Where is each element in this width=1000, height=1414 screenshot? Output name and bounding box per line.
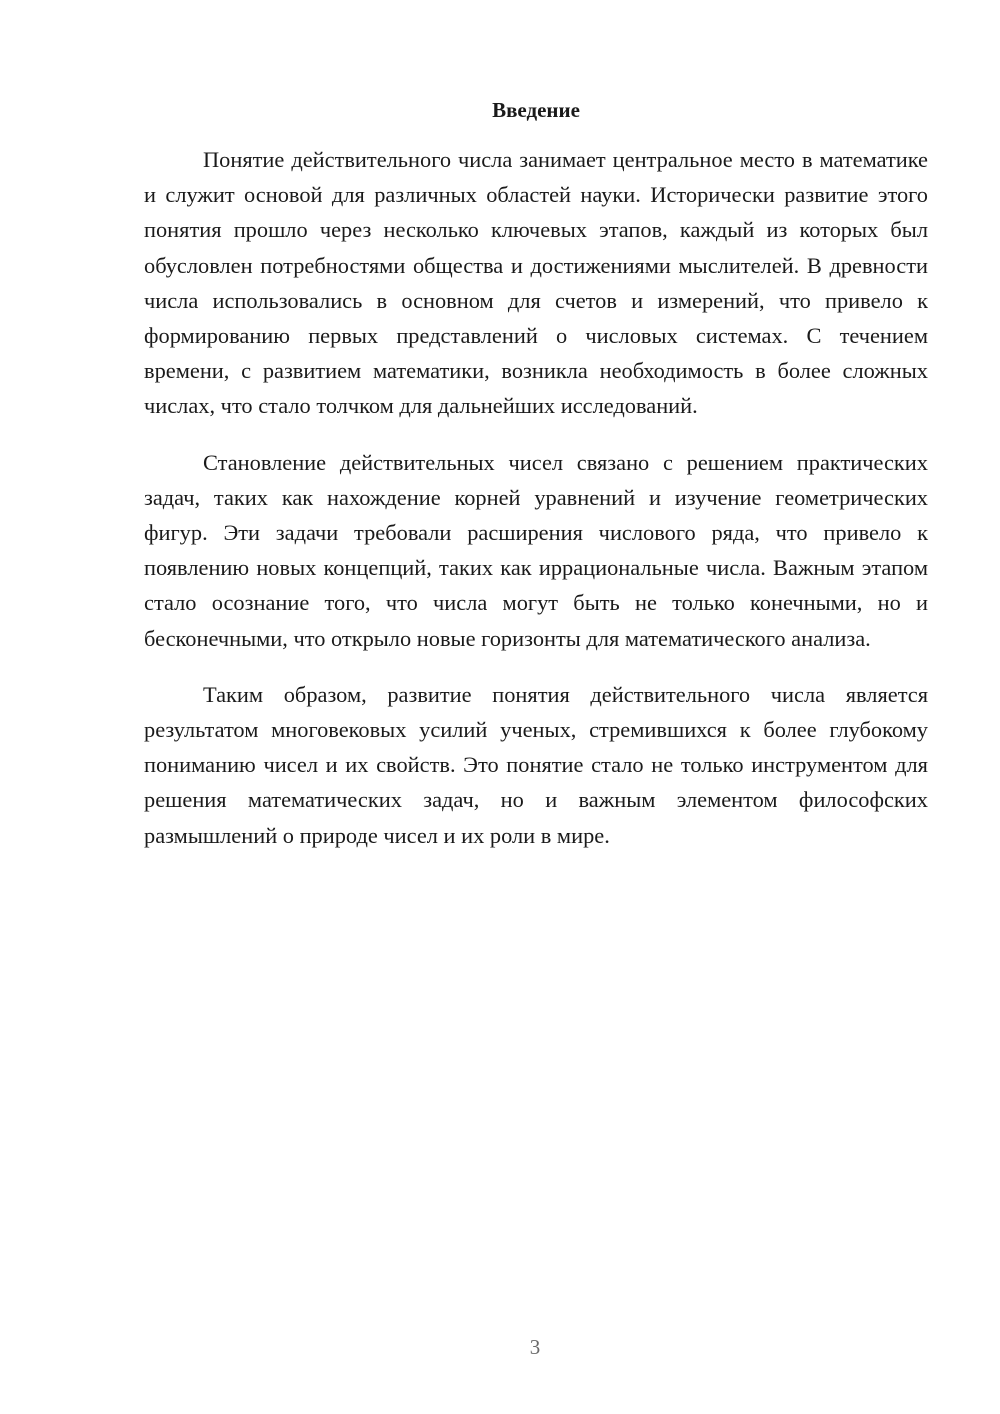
paragraph-2: Становление действительных чисел связано с решением практических задач, таких как нахождение корней уравнений и изучение геометрических фигур. Эти задачи требовали расширения числового ряда, что привело к появлению новых концепций, таких как иррациональные числа. Важным этапом стало осознание того, что числа могут быть не только конечными, но и бесконечными, что открыло новые горизонты для математического анализа. [144,449,928,651]
section-title: Введение [492,98,580,122]
paragraph-1: Понятие действительного числа занимает центральное место в математике и служит основой для различных областей науки. Исторически развитие этого понятия прошло через несколько ключевых этапов, каждый из которых был обусловлен потребностями общества и достижениями мыслителей. В древности числа использовались в основном для счетов и измерений, что привело к формированию первых представлений о числовых системах. С течением времени, с развитием математики, возникла необходимость в более сложных числах, что стало толчком для дальнейших исследований. [144,147,928,419]
page-number: 3 [529,1335,541,1359]
paragraph-3: Таким образом, развитие понятия действительного числа является результатом многовековых усилий ученых, стремившихся к более глубокому пониманию чисел и их свойств. Это понятие стало не только инструментом для решения математических задач, но и важным элементом философских размышлений о природе чисел и их роли в мире. [144,681,928,848]
page-content [144,96,928,874]
